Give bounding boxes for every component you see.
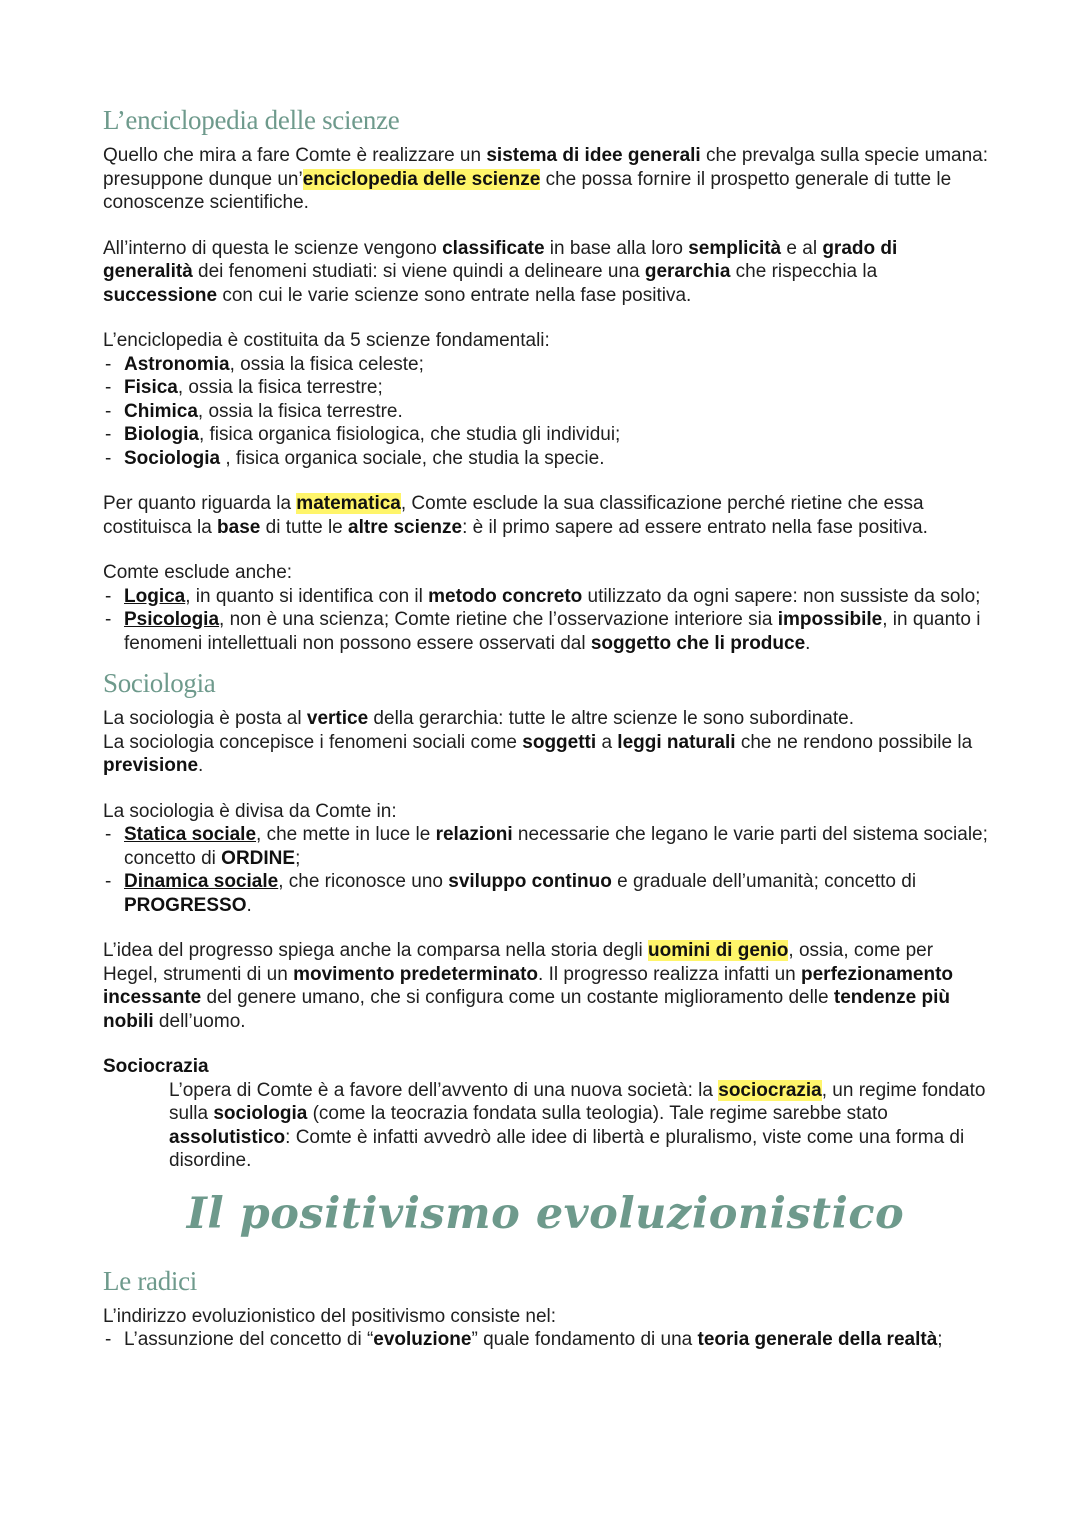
bold-text: classificate	[442, 237, 545, 259]
chapter-title: Il positivismo evoluzionistico	[186, 1188, 905, 1239]
text: .	[805, 632, 811, 654]
bold-text: leggi naturali	[617, 731, 736, 753]
list-item	[103, 400, 988, 424]
highlighted-text: enciclopedia delle scienze	[302, 168, 541, 190]
bold-text: successione	[103, 284, 218, 306]
text: , in quanto i fenomeni intellettuali non possono essere osservati dal	[124, 609, 981, 654]
bold-text: soggetti	[522, 731, 597, 753]
text: , un regime fondato sulla	[169, 1079, 986, 1124]
bold-text: sociologia	[213, 1103, 308, 1124]
text: , Comte esclude la sua classificazione perché rietine che essa costituisca la	[103, 493, 924, 538]
text: ;	[295, 847, 301, 869]
text: utilizzato da ogni sapere: non sussiste da solo;	[582, 585, 981, 607]
bold-text: base	[217, 516, 261, 538]
text: e al	[781, 237, 823, 259]
text: All’interno di questa le scienze vengono	[103, 237, 443, 259]
divisions-list	[103, 823, 988, 917]
radici-block	[103, 1305, 988, 1352]
excluded-list	[103, 585, 988, 656]
sociocrazia-title: Sociocrazia	[103, 1056, 209, 1077]
text: .	[246, 894, 252, 916]
text: necessarie che legano le varie parti del sistema sociale; concetto di	[124, 824, 988, 869]
science-name: Sociologia	[124, 447, 221, 469]
text: .	[198, 755, 204, 776]
text: , ossia, come per Hegel, strumenti di un	[103, 940, 934, 985]
list-item	[103, 823, 988, 870]
paragraph-progresso	[103, 939, 988, 1033]
text: , non è una scienza; Comte rietine che l’osservazione interiore sia	[219, 609, 778, 630]
text: : è il primo sapere ad essere entrato nella fase positiva.	[462, 516, 928, 538]
text: La sociologia è posta al	[103, 708, 307, 729]
paragraph-classificazione	[103, 237, 988, 308]
underlined-term: Logica	[124, 585, 186, 607]
list-item	[103, 1328, 988, 1352]
text: Per quanto riguarda la	[103, 493, 297, 514]
text: La sociologia concepisce i fenomeni sociali come	[103, 731, 523, 753]
text: con cui le varie scienze sono entrate nella fase positiva.	[217, 284, 692, 306]
bold-text: soggetto che li produce	[590, 632, 806, 654]
text: Quello che mira a fare Comte è realizzare un	[103, 145, 487, 166]
bold-text: perfezionamento incessante	[103, 963, 954, 1008]
bold-text: impossibile	[777, 609, 883, 630]
bold-text: grado di generalità	[103, 237, 898, 282]
science-name: Biologia	[124, 424, 199, 445]
bold-text: altre scienze	[348, 516, 463, 538]
bold-text: assolutistico	[169, 1126, 286, 1148]
science-name: Astronomia	[124, 353, 230, 375]
science-desc: , ossia la fisica celeste;	[229, 353, 424, 375]
bold-text: movimento predeterminato	[293, 963, 539, 985]
bold-text: ORDINE	[221, 847, 296, 869]
sociocrazia-text	[103, 1079, 988, 1173]
text: che rispecchia la	[730, 261, 878, 282]
bold-text: sviluppo continuo	[448, 871, 612, 892]
section-title-radici: Le radici	[103, 1265, 197, 1296]
text-line	[103, 707, 988, 731]
document-content	[103, 104, 988, 1352]
bold-text: tendenze più nobili	[103, 987, 950, 1032]
list-item	[103, 353, 988, 377]
list-item	[103, 447, 988, 471]
paragraph-matematica	[103, 492, 988, 539]
text: , che riconosce uno	[278, 871, 449, 892]
radici-intro: L’indirizzo evoluzionistico del positivismo consiste nel:	[103, 1305, 557, 1327]
paragraph-comte-sistema	[103, 144, 988, 215]
sciences-list	[103, 353, 988, 471]
science-name: Chimica	[124, 400, 198, 422]
text: , in quanto si identifica con il	[185, 585, 429, 607]
text: L’opera di Comte è a favore dell’avvento di una nuova società: la	[169, 1079, 719, 1101]
highlighted-text: uomini di genio	[648, 940, 789, 961]
underlined-term: Psicologia	[124, 609, 220, 630]
radici-list	[103, 1328, 988, 1352]
text: dell’uomo.	[153, 1010, 246, 1032]
text: che prevalga sulla specie umana: presuppone dunque un’	[103, 145, 989, 190]
underlined-term: Statica sociale	[124, 824, 257, 845]
text: L’assunzione del concetto di “	[124, 1329, 374, 1350]
text: che ne rendono possibile la	[735, 731, 973, 753]
text: in base alla loro	[544, 237, 689, 259]
underlined-term: Dinamica sociale	[124, 871, 279, 892]
section-title-enciclopedia: L’enciclopedia delle scienze	[103, 105, 400, 135]
bold-text: teoria generale della realtà	[697, 1329, 938, 1350]
list-item	[103, 870, 988, 917]
sociocrazia-block	[103, 1055, 988, 1173]
text: , che mette in luce le	[256, 824, 436, 845]
text: : Comte è infatti avvedrò alle idee di libertà e pluralismo, viste come una forma di disordine.	[169, 1126, 965, 1171]
text: della gerarchia: tutte le altre scienze le sono subordinate.	[368, 708, 855, 729]
divisions-block	[103, 800, 988, 918]
bold-text: vertice	[306, 708, 369, 729]
list-item	[103, 585, 988, 609]
text: (come la teocrazia fondata sulla teologia). Tale regime sarebbe stato	[307, 1103, 888, 1124]
sciences-intro: L’enciclopedia è costituita da 5 scienze fondamentali:	[103, 330, 550, 351]
bold-text: PROGRESSO	[124, 894, 247, 916]
list-item	[103, 608, 988, 655]
text: ;	[937, 1329, 943, 1350]
bold-text: relazioni	[435, 824, 513, 845]
paragraph-sociologia-vertice	[103, 707, 988, 778]
text: che possa fornire il prospetto generale di tutte le conoscenze scientifiche.	[103, 168, 952, 213]
text: dei fenomeni studiati: si viene quindi a delineare una	[192, 261, 645, 282]
bold-text: evoluzione	[373, 1329, 472, 1350]
bold-text: sistema di idee generali	[486, 145, 701, 166]
text: ” quale fondamento di una	[471, 1329, 698, 1350]
sciences-block	[103, 329, 988, 470]
science-desc: , ossia la fisica terrestre;	[177, 377, 383, 398]
science-desc: , ossia la fisica terrestre.	[197, 400, 403, 422]
text: . Il progresso realizza infatti un	[538, 963, 801, 985]
highlighted-text: matematica	[296, 493, 401, 514]
divisions-intro: La sociologia è divisa da Comte in:	[103, 800, 397, 822]
text: e graduale dell’umanità; concetto di	[611, 871, 917, 892]
section-title-sociologia: Sociologia	[103, 668, 216, 698]
bold-text: previsione	[103, 755, 199, 776]
bold-text: gerarchia	[644, 261, 731, 282]
text: del genere umano, che si configura come un costante miglioramento delle	[201, 987, 834, 1008]
highlighted-text: sociocrazia	[718, 1079, 822, 1101]
science-desc: , fisica organica sociale, che studia la specie.	[220, 447, 605, 469]
text-line	[103, 731, 988, 778]
bold-text: semplicità	[688, 237, 782, 259]
list-item	[103, 376, 988, 400]
bold-text: metodo concreto	[428, 585, 583, 607]
text: L’idea del progresso spiega anche la comparsa nella storia degli	[103, 940, 649, 961]
excluded-intro: Comte esclude anche:	[103, 562, 293, 583]
text: di tutte le	[260, 516, 349, 538]
science-name: Fisica	[124, 377, 178, 398]
text: a	[596, 731, 618, 753]
excluded-block	[103, 561, 988, 655]
science-desc: , fisica organica fisiologica, che studia gli individui;	[198, 424, 621, 445]
list-item	[103, 423, 988, 447]
